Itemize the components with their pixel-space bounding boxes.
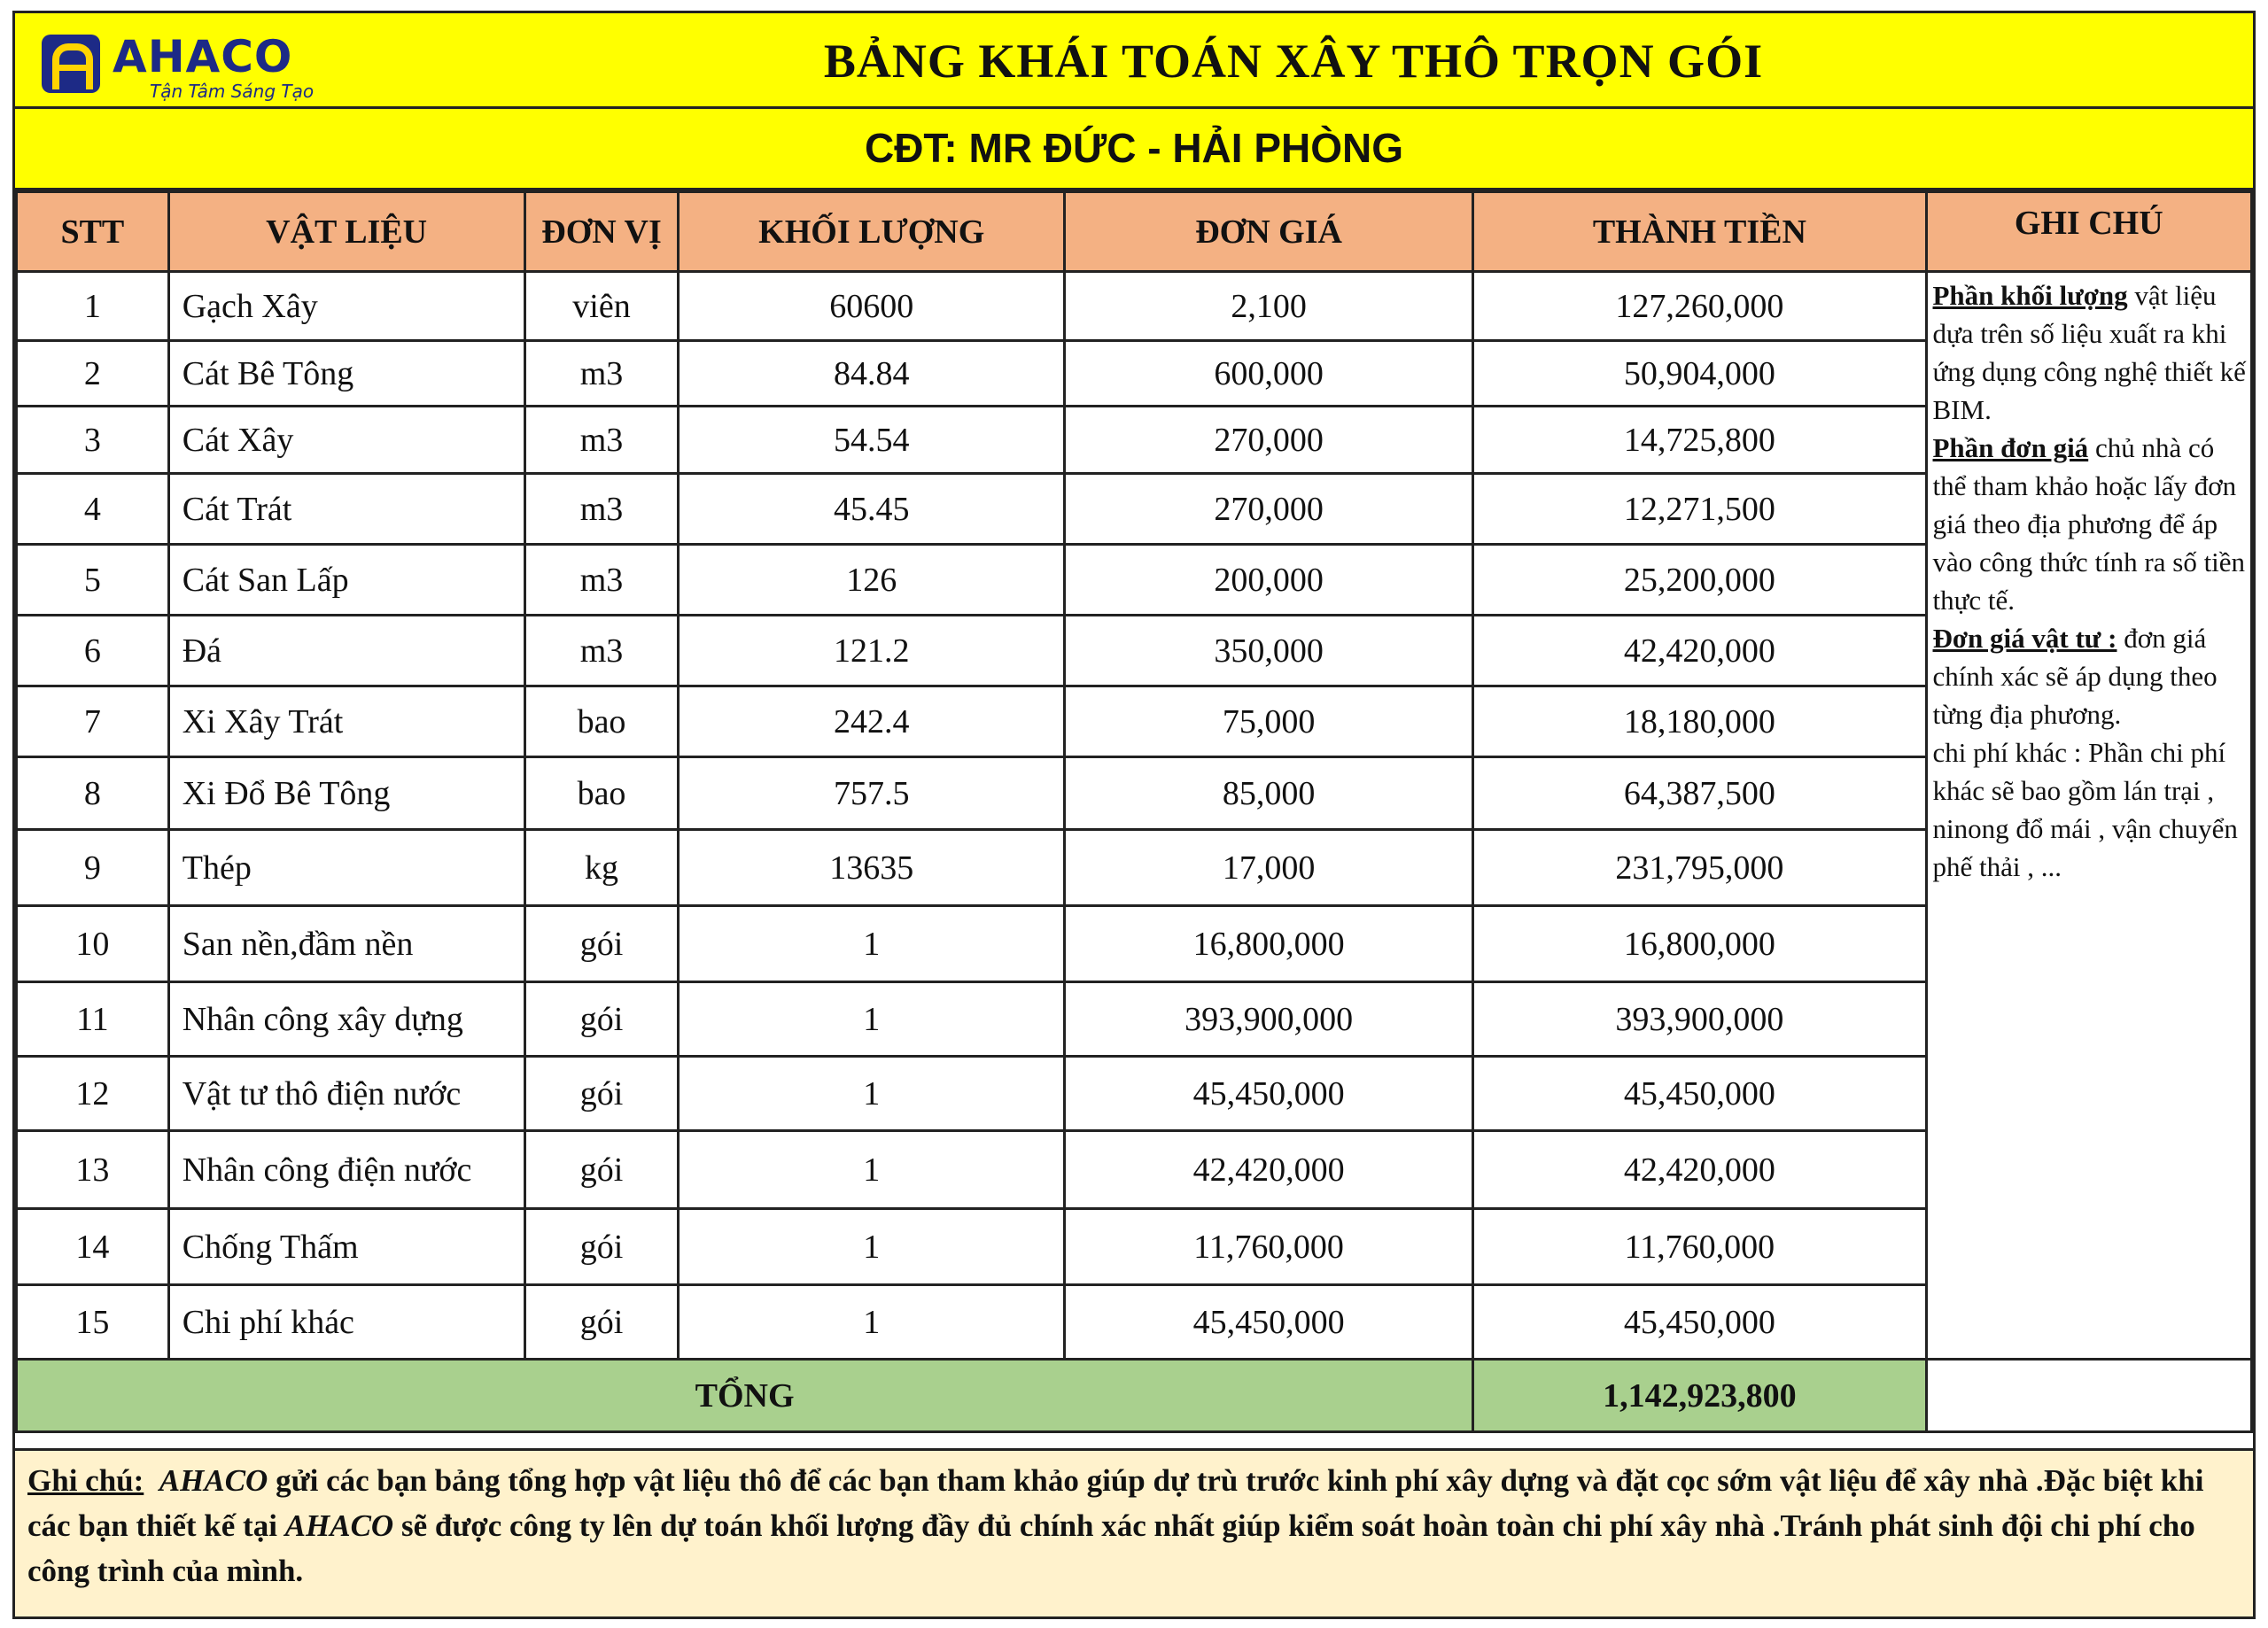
cell-unit: gói bbox=[524, 1209, 679, 1285]
total-value: 1,142,923,800 bbox=[1473, 1360, 1926, 1432]
cell-total: 11,760,000 bbox=[1473, 1209, 1926, 1285]
estimate-sheet bbox=[12, 11, 2256, 1619]
cell-price: 85,000 bbox=[1064, 757, 1472, 830]
footer-brand-2: AHACO bbox=[284, 1508, 394, 1543]
cell-stt: 14 bbox=[17, 1209, 169, 1285]
cell-stt: 8 bbox=[17, 757, 169, 830]
cell-quantity: 1 bbox=[679, 1057, 1065, 1131]
cell-stt: 4 bbox=[17, 474, 169, 545]
cell-unit: viên bbox=[524, 272, 679, 341]
cell-stt: 3 bbox=[17, 407, 169, 474]
footer-note bbox=[15, 1448, 2253, 1616]
table-row bbox=[17, 1057, 2252, 1131]
cell-price: 600,000 bbox=[1064, 341, 1472, 407]
cell-stt: 15 bbox=[17, 1285, 169, 1360]
cell-quantity: 126 bbox=[679, 545, 1065, 616]
table-row bbox=[17, 1131, 2252, 1209]
cell-material: San nền,đầm nền bbox=[168, 906, 524, 982]
cell-stt: 6 bbox=[17, 616, 169, 686]
footer-text-1: gửi các bạn bảng tổng hợp vật liệu thô để các bạn tham khảo giúp dự trù trước kinh phí xây dựng và đặt cọc sớm vật liệu để xây nhà .Đặc biệt khi các bạn thiết kế tại bbox=[27, 1463, 2204, 1543]
cell-total: 42,420,000 bbox=[1473, 1131, 1926, 1209]
cell-price: 270,000 bbox=[1064, 474, 1472, 545]
total-label: TỔNG bbox=[17, 1360, 1473, 1432]
total-row bbox=[17, 1360, 2252, 1432]
header-stt: STT bbox=[17, 192, 169, 272]
cell-unit: m3 bbox=[524, 341, 679, 407]
table-row bbox=[17, 1209, 2252, 1285]
cell-total: 18,180,000 bbox=[1473, 686, 1926, 757]
cell-price: 45,450,000 bbox=[1064, 1057, 1472, 1131]
cell-material: Xi Đổ Bê Tông bbox=[168, 757, 524, 830]
note-label-1: Phần khối lượng bbox=[1932, 280, 2128, 311]
cell-quantity: 1 bbox=[679, 982, 1065, 1057]
cell-price: 75,000 bbox=[1064, 686, 1472, 757]
cell-material: Nhân công xây dựng bbox=[168, 982, 524, 1057]
cell-price: 200,000 bbox=[1064, 545, 1472, 616]
cell-stt: 13 bbox=[17, 1131, 169, 1209]
header-quantity: KHỐI LƯỢNG bbox=[679, 192, 1065, 272]
cell-unit: gói bbox=[524, 1131, 679, 1209]
header-unit: ĐƠN VỊ bbox=[524, 192, 679, 272]
table-row bbox=[17, 545, 2252, 616]
table-row bbox=[17, 474, 2252, 545]
cell-quantity: 242.4 bbox=[679, 686, 1065, 757]
cell-quantity: 1 bbox=[679, 1285, 1065, 1360]
cell-material: Vật tư thô điện nước bbox=[168, 1057, 524, 1131]
cell-stt: 10 bbox=[17, 906, 169, 982]
cell-unit: gói bbox=[524, 982, 679, 1057]
cell-total: 231,795,000 bbox=[1473, 830, 1926, 906]
cell-material: Cát Trát bbox=[168, 474, 524, 545]
table-row bbox=[17, 757, 2252, 830]
cell-material: Xi Xây Trát bbox=[168, 686, 524, 757]
estimate-table bbox=[15, 190, 2253, 1433]
footer-label: Ghi chú: bbox=[27, 1463, 144, 1498]
cell-unit: gói bbox=[524, 906, 679, 982]
page-title: BẢNG KHÁI TOÁN XÂY THÔ TRỌN GÓI bbox=[823, 35, 1764, 88]
table-row bbox=[17, 982, 2252, 1057]
cell-stt: 5 bbox=[17, 545, 169, 616]
note-cell bbox=[1926, 272, 2252, 1360]
cell-unit: m3 bbox=[524, 407, 679, 474]
table-row bbox=[17, 1285, 2252, 1360]
cell-price: 45,450,000 bbox=[1064, 1285, 1472, 1360]
footer-text-2: sẽ được công ty lên dự toán khối lượng đầy đủ chính xác nhất giúp kiểm soát hoàn toàn chi phí xây nhà .Tránh phát sinh đội chi phí cho công trình của mình. bbox=[27, 1508, 2195, 1588]
table-row bbox=[17, 686, 2252, 757]
cell-price: 393,900,000 bbox=[1064, 982, 1472, 1057]
cell-material: Thép bbox=[168, 830, 524, 906]
cell-quantity: 1 bbox=[679, 906, 1065, 982]
cell-stt: 11 bbox=[17, 982, 169, 1057]
cell-quantity: 121.2 bbox=[679, 616, 1065, 686]
cell-material: Đá bbox=[168, 616, 524, 686]
cell-stt: 2 bbox=[17, 341, 169, 407]
note-text-3: đơn giá chính xác sẽ áp dụng theo từng địa phương. bbox=[1932, 623, 2218, 730]
note-text-2: chủ nhà có thể tham khảo hoặc lấy đơn giá theo địa phương để áp vào công thức tính ra số tiền thực tế. bbox=[1932, 432, 2246, 616]
table-row bbox=[17, 830, 2252, 906]
cell-total: 127,260,000 bbox=[1473, 272, 1926, 341]
cell-stt: 9 bbox=[17, 830, 169, 906]
table-row bbox=[17, 272, 2252, 341]
header-note: GHI CHÚ bbox=[1926, 192, 2252, 272]
cell-price: 42,420,000 bbox=[1064, 1131, 1472, 1209]
table-row bbox=[17, 906, 2252, 982]
cell-total: 393,900,000 bbox=[1473, 982, 1926, 1057]
cell-quantity: 1 bbox=[679, 1209, 1065, 1285]
header-total: THÀNH TIỀN bbox=[1473, 192, 1926, 272]
cell-material: Chống Thấm bbox=[168, 1209, 524, 1285]
header-price: ĐƠN GIÁ bbox=[1064, 192, 1472, 272]
logo-name: AHACO bbox=[113, 31, 293, 82]
cell-quantity: 757.5 bbox=[679, 757, 1065, 830]
total-note-blank bbox=[1926, 1360, 2252, 1432]
cell-quantity: 45.45 bbox=[679, 474, 1065, 545]
cell-price: 17,000 bbox=[1064, 830, 1472, 906]
cell-total: 25,200,000 bbox=[1473, 545, 1926, 616]
cell-total: 42,420,000 bbox=[1473, 616, 1926, 686]
cell-unit: kg bbox=[524, 830, 679, 906]
cell-unit: m3 bbox=[524, 545, 679, 616]
cell-material: Chi phí khác bbox=[168, 1285, 524, 1360]
note-text-4: chi phí khác : Phần chi phí khác sẽ bao gồm lán trại , ninong đổ mái , vận chuyển phế thải , ... bbox=[1932, 737, 2238, 882]
cell-stt: 7 bbox=[17, 686, 169, 757]
cell-material: Nhân công điện nước bbox=[168, 1131, 524, 1209]
note-label-3: Đơn giá vật tư : bbox=[1932, 623, 2117, 654]
cell-total: 12,271,500 bbox=[1473, 474, 1926, 545]
header-material: VẬT LIỆU bbox=[168, 192, 524, 272]
note-label-2: Phần đơn giá bbox=[1932, 432, 2089, 463]
cell-price: 16,800,000 bbox=[1064, 906, 1472, 982]
cell-total: 64,387,500 bbox=[1473, 757, 1926, 830]
cell-price: 350,000 bbox=[1064, 616, 1472, 686]
cell-quantity: 60600 bbox=[679, 272, 1065, 341]
cell-total: 14,725,800 bbox=[1473, 407, 1926, 474]
cell-total: 45,450,000 bbox=[1473, 1285, 1926, 1360]
cell-price: 2,100 bbox=[1064, 272, 1472, 341]
logo-icon bbox=[42, 35, 100, 93]
header-row bbox=[17, 192, 2252, 272]
cell-unit: gói bbox=[524, 1285, 679, 1360]
cell-unit: m3 bbox=[524, 616, 679, 686]
company-logo bbox=[42, 27, 343, 102]
title-bar bbox=[15, 13, 2253, 109]
cell-price: 11,760,000 bbox=[1064, 1209, 1472, 1285]
cell-unit: bao bbox=[524, 686, 679, 757]
cell-unit: m3 bbox=[524, 474, 679, 545]
cell-quantity: 13635 bbox=[679, 830, 1065, 906]
cell-unit: gói bbox=[524, 1057, 679, 1131]
cell-quantity: 84.84 bbox=[679, 341, 1065, 407]
table-row bbox=[17, 407, 2252, 474]
table-row bbox=[17, 341, 2252, 407]
cell-material: Cát Bê Tông bbox=[168, 341, 524, 407]
cell-stt: 1 bbox=[17, 272, 169, 341]
cell-material: Gạch Xây bbox=[168, 272, 524, 341]
cell-stt: 12 bbox=[17, 1057, 169, 1131]
cell-material: Cát San Lấp bbox=[168, 545, 524, 616]
cell-price: 270,000 bbox=[1064, 407, 1472, 474]
client-subtitle: CĐT: MR ĐỨC - HẢI PHÒNG bbox=[15, 109, 2253, 190]
cell-material: Cát Xây bbox=[168, 407, 524, 474]
cell-total: 50,904,000 bbox=[1473, 341, 1926, 407]
note-text-1: vật liệu dựa trên số liệu xuất ra khi ứng dụng công nghệ thiết kế BIM. bbox=[1932, 280, 2246, 425]
logo-slogan: Tận Tâm Sáng Tạo bbox=[150, 81, 315, 102]
cell-quantity: 1 bbox=[679, 1131, 1065, 1209]
table-row bbox=[17, 616, 2252, 686]
footer-brand: AHACO bbox=[159, 1463, 268, 1498]
cell-total: 16,800,000 bbox=[1473, 906, 1926, 982]
cell-quantity: 54.54 bbox=[679, 407, 1065, 474]
cell-total: 45,450,000 bbox=[1473, 1057, 1926, 1131]
cell-unit: bao bbox=[524, 757, 679, 830]
